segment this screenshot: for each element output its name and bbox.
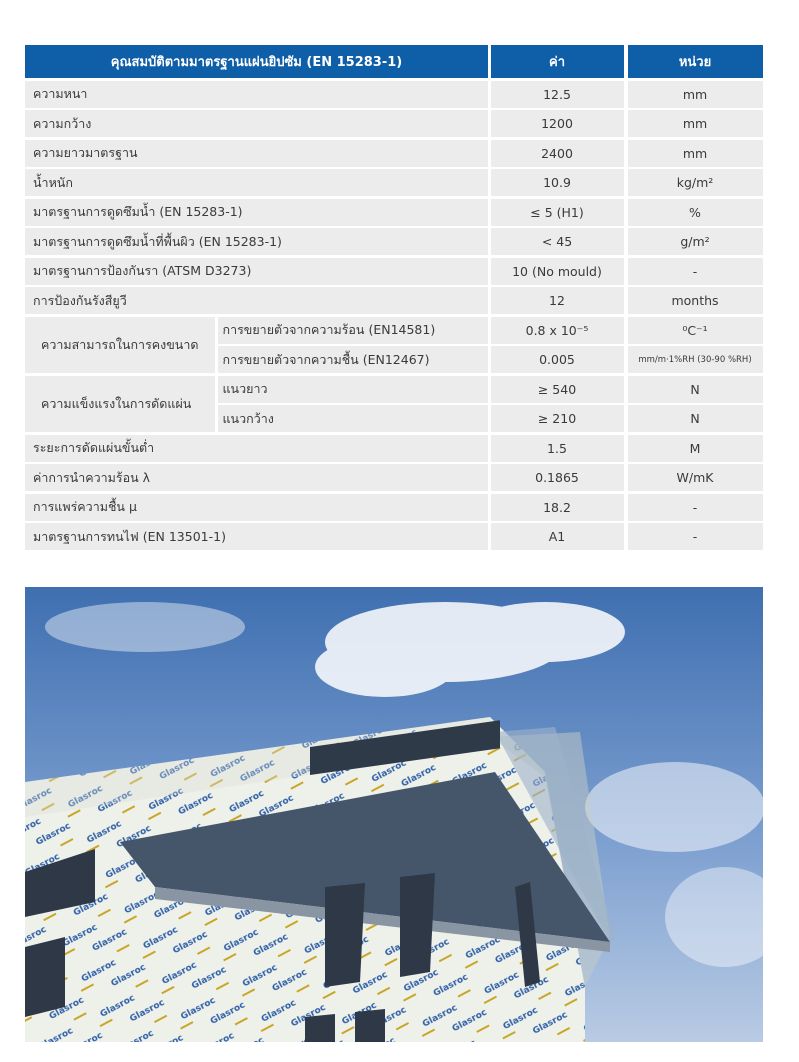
row-value: 18.2 <box>491 494 624 521</box>
row-value: 0.1865 <box>491 464 624 491</box>
row-value: ≥ 540 <box>491 376 624 403</box>
row-property: ระยะการดัดแผ่นขั้นต่ำ <box>25 435 488 462</box>
table-row <box>25 228 763 255</box>
table-row <box>25 287 763 314</box>
row-value: 0.005 <box>491 346 624 373</box>
row-unit: M <box>628 435 763 462</box>
table-row <box>25 523 763 550</box>
table-row <box>218 376 763 403</box>
table-row <box>25 81 763 108</box>
row-property: แนวกว้าง <box>218 405 489 432</box>
building-photo <box>25 587 763 1042</box>
row-property: มาตรฐานการดูดซึมน้ำที่พื้นผิว (EN 15283-1) <box>25 228 488 255</box>
row-unit: - <box>628 258 763 285</box>
row-unit: months <box>628 287 763 314</box>
building-illustration <box>25 587 763 1042</box>
row-property: การขยายตัวจากความร้อน (EN14581) <box>218 317 489 344</box>
row-unit: mm <box>628 140 763 167</box>
row-property: การขยายตัวจากความชื้น (EN12467) <box>218 346 489 373</box>
table-row <box>218 346 763 373</box>
row-property: มาตรฐานการทนไฟ (EN 13501-1) <box>25 523 488 550</box>
row-property: มาตรฐานการดูดซึมน้ำ (EN 15283-1) <box>25 199 488 226</box>
row-value: < 45 <box>491 228 624 255</box>
table-row <box>218 317 763 344</box>
row-property: ความหนา <box>25 81 488 108</box>
header-unit: หน่วย <box>628 45 763 78</box>
row-unit: mm <box>628 110 763 137</box>
row-unit: mm/m·1%RH (30-90 %RH) <box>628 346 763 373</box>
row-value: 1200 <box>491 110 624 137</box>
row-property: ค่าการนำความร้อน λ <box>25 464 488 491</box>
table-row <box>25 464 763 491</box>
table-row <box>25 258 763 285</box>
row-property: น้ำหนัก <box>25 169 488 196</box>
row-property: มาตรฐานการป้องกันรา (ATSM D3273) <box>25 258 488 285</box>
row-value: 10 (No mould) <box>491 258 624 285</box>
table-row <box>25 140 763 167</box>
row-value: ≥ 210 <box>491 405 624 432</box>
table-row <box>25 435 763 462</box>
row-unit: g/m² <box>628 228 763 255</box>
row-value: 0.8 x 10⁻⁵ <box>491 317 624 344</box>
row-property: แนวยาว <box>218 376 489 403</box>
row-unit: - <box>628 494 763 521</box>
spec-table <box>25 45 763 553</box>
row-value: 2400 <box>491 140 624 167</box>
row-value: 1.5 <box>491 435 624 462</box>
header-value: ค่า <box>491 45 624 78</box>
row-unit: % <box>628 199 763 226</box>
row-value: 12 <box>491 287 624 314</box>
row-value: ≤ 5 (H1) <box>491 199 624 226</box>
group-label: ความสามารถในการคงขนาด <box>25 317 215 374</box>
row-unit: N <box>628 405 763 432</box>
row-property: ความยาวมาตรฐาน <box>25 140 488 167</box>
table-row <box>25 110 763 137</box>
row-value: A1 <box>491 523 624 550</box>
group-flexural-strength <box>25 376 763 433</box>
row-unit: mm <box>628 81 763 108</box>
table-row <box>25 199 763 226</box>
table-row <box>25 494 763 521</box>
row-unit: N <box>628 376 763 403</box>
group-label: ความแข็งแรงในการดัดแผ่น <box>25 376 215 433</box>
group-dimensional-stability <box>25 317 763 374</box>
row-unit: kg/m² <box>628 169 763 196</box>
row-property: การป้องกันรังสียูวี <box>25 287 488 314</box>
table-row <box>25 169 763 196</box>
row-property: การแพร่ความชื้น μ <box>25 494 488 521</box>
table-row <box>218 405 763 432</box>
row-unit: W/mK <box>628 464 763 491</box>
row-value: 12.5 <box>491 81 624 108</box>
row-value: 10.9 <box>491 169 624 196</box>
table-header <box>25 45 763 78</box>
row-property: ความกว้าง <box>25 110 488 137</box>
header-property: คุณสมบัติตามมาตรฐานแผ่นยิปซัม (EN 15283-1) <box>25 45 488 78</box>
row-unit: - <box>628 523 763 550</box>
row-unit: ⁰C⁻¹ <box>628 317 763 344</box>
